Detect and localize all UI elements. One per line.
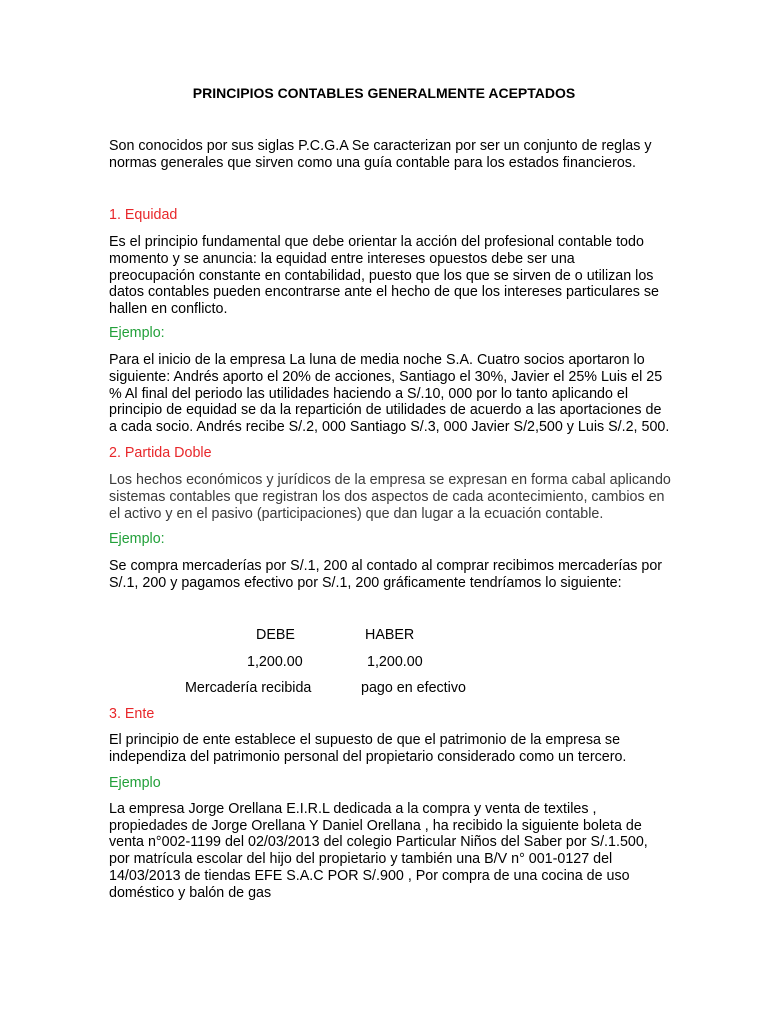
ente-body-line: El principio de ente establece el supuesto de que el patrimonio de la empresa se — [109, 732, 621, 748]
haber-description: pago en efectivo — [361, 680, 466, 696]
intro-line: Son conocidos por sus siglas P.C.G.A Se caracterizan por ser un conjunto de reglas y — [109, 138, 652, 154]
partida-example-label: Ejemplo: — [109, 531, 165, 547]
ente-example-line: La empresa Jorge Orellana E.I.R.L dedicada a la compra y venta de textiles , — [109, 801, 597, 817]
partida-example-line: S/.1, 200 y pagamos efectivo por S/.1, 200 gráficamente tendríamos lo siguiente: — [109, 575, 622, 591]
section-heading-equidad: 1. Equidad — [109, 207, 178, 223]
ente-example-line: 14/03/2013 de tiendas EFE S.A.C POR S/.900 , Por compra de una cocina de uso — [109, 868, 630, 884]
equidad-example-line: a cada socio. Andrés recibe S/.2, 000 Santiago S/.3, 000 Javier S/2,500 y Luis S/.2, 500. — [109, 419, 670, 435]
ente-example-line: por matrícula escolar del hijo del propietario y también una B/V n° 001-0127 del — [109, 851, 613, 867]
debe-amount: 1,200.00 — [247, 654, 303, 670]
ente-body-line: independiza del patrimonio personal del propietario considerado como un tercero. — [109, 749, 627, 765]
section-heading-ente: 3. Ente — [109, 706, 155, 722]
equidad-body-line: preocupación constante en contabilidad, puesto que los que se sirven de o utilizan los — [109, 268, 654, 284]
ente-example-label: Ejemplo — [109, 775, 161, 791]
equidad-body-line: momento y se anuncia: la equidad entre intereses opuestos debe ser una — [109, 251, 575, 267]
section-heading-partida-doble: 2. Partida Doble — [109, 445, 212, 461]
equidad-body-line: hallen en conflicto. — [109, 301, 228, 317]
partida-example-line: Se compra mercaderías por S/.1, 200 al contado al comprar recibimos mercaderías por — [109, 558, 663, 574]
haber-amount: 1,200.00 — [367, 654, 423, 670]
equidad-example-line: Para el inicio de la empresa La luna de media noche S.A. Cuatro socios aportaron lo — [109, 352, 645, 368]
partida-body-line: sistemas contables que registran los dos aspectos de cada acontecimiento, cambios en — [109, 489, 665, 505]
intro-line: normas generales que sirven como una guía contable para los estados financieros. — [109, 155, 636, 171]
document-title: PRINCIPIOS CONTABLES GENERALMENTE ACEPTADOS — [192, 85, 576, 101]
equidad-body-line: Es el principio fundamental que debe orientar la acción del profesional contable todo — [109, 234, 644, 250]
equidad-example-line: principio de equidad se da la repartición de utilidades de acuerdo a las aportaciones de — [109, 402, 662, 418]
haber-header: HABER — [365, 627, 415, 643]
equidad-example-line: % Al final del periodo las utilidades haciendo a S/.10, 000 por lo tanto aplicando el — [109, 386, 629, 402]
equidad-body-line: datos contables pueden encontrarse ante el hecho de que los intereses particulares se — [109, 284, 659, 300]
debe-description: Mercadería recibida — [185, 680, 312, 696]
debe-header: DEBE — [256, 627, 295, 643]
equidad-example-label: Ejemplo: — [109, 325, 165, 341]
equidad-example-line: siguiente: Andrés aporto el 20% de acciones, Santiago el 30%, Javier el 25% Luis el 25 — [109, 369, 663, 385]
ente-example-line: propiedades de Jorge Orellana Y Daniel Orellana , ha recibido la siguiente boleta de — [109, 818, 642, 834]
ente-example-line: venta n°002-1199 del 02/03/2013 del colegio Particular Niños del Saber por S/.1.500, — [109, 834, 648, 850]
partida-body-line: el activo y en el pasivo (participaciones) que dan lugar a la ecuación contable. — [109, 506, 604, 522]
partida-body-line: Los hechos económicos y jurídicos de la empresa se expresan en forma cabal aplicando — [109, 472, 671, 488]
ente-example-line: doméstico y balón de gas — [109, 885, 272, 901]
